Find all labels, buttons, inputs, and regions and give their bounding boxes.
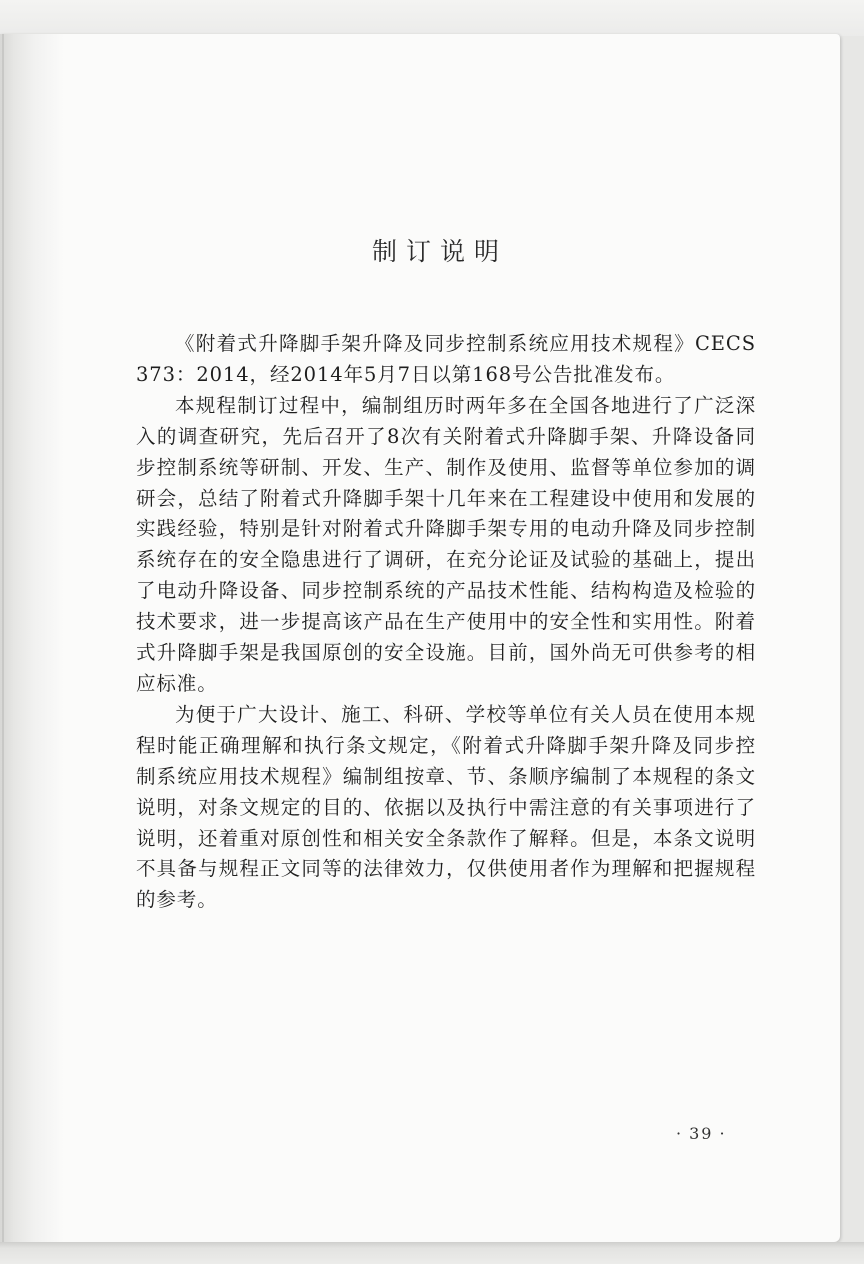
body-text [136, 329, 756, 916]
page-number: 39 [689, 1124, 714, 1143]
scan-bottom-edge [0, 1242, 864, 1264]
paragraph-3: 为便于广大设计、施工、科研、学校等单位有关人员在使用本规程时能正确理解和执行条文规定，《附着式升降脚手架升降及同步控制系统应用技术规程》编制组按章、节、条顺序编制了本规程的条文说明，对条文规定的目的、依据以及执行中需注意的有关事项进行了说明，还着重对原创性和相关安全条款作了解释。但是，本条文说明不具备与规程正文同等的法律效力，仅供使用者作为理解和把握规程的参考。 [136, 702, 756, 912]
page-number-right-dot: · [719, 1124, 727, 1143]
paragraph-1: 《附着式升降脚手架升降及同步控制系统应用技术规程》CECS 373：2014，经2014年5月7日以第168号公告批准发布。 [136, 332, 756, 386]
page-number-footer [670, 1124, 733, 1143]
paragraph-2: 本规程制订过程中，编制组历时两年多在全国各地进行了广泛深入的调查研究，先后召开了8次有关附着式升降脚手架、升降设备同步控制系统等研制、开发、生产、制作及使用、监督等单位参加的调研会，总结了附着式升降脚手架十几年来在工程建设中使用和发展的实践经验，特别是针对附着式升降脚手架专用的电动升降及同步控制系统存在的安全隐患进行了调研，在充分论证及试验的基础上，提出了电动升降设备、同步控制系统的产品技术性能、结构构造及检验的技术要求，进一步提高该产品在生产使用中的安全性和实用性。附着式升降脚手架是我国原创的安全设施。目前，国外尚无可供参考的相应标准。 [136, 393, 756, 695]
page-title: 制订说明 [371, 237, 508, 266]
binding-gutter [0, 34, 64, 1242]
gutter-shadow-line [2, 34, 4, 1242]
scan-top-edge [0, 0, 864, 36]
page-number-left-dot: · [676, 1124, 684, 1143]
